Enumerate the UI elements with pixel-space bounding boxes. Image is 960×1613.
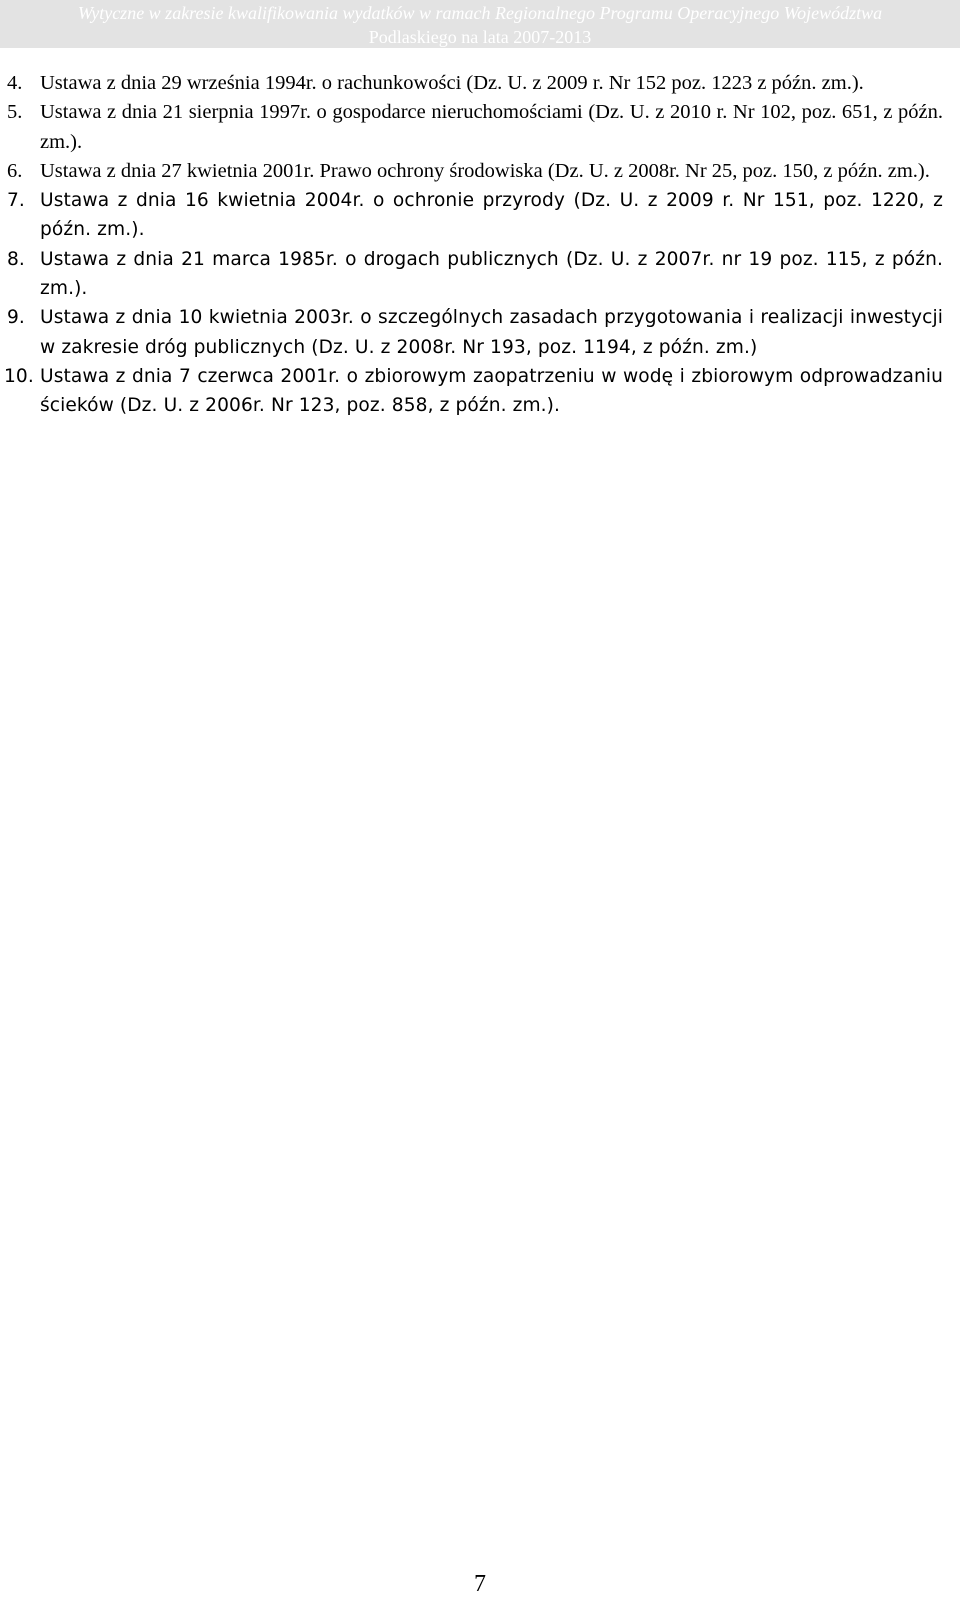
list-item	[0, 186, 943, 245]
list-item-number: 4.	[7, 72, 23, 94]
list-item	[0, 69, 943, 98]
list-item-number: 8.	[7, 248, 25, 270]
list-item-text: Ustawa z dnia 27 kwietnia 2001r. Prawo ochrony środowiska (Dz. U. z 2008r. Nr 25, poz. 150, z późn. zm.).	[40, 159, 930, 182]
header-title-line-1: Wytyczne w zakresie kwalifikowania wydatków w ramach Regionalnego Programu Operacyjnego Województwa	[77, 3, 883, 23]
list-item-text: Ustawa z dnia 21 sierpnia 1997r. o gospodarce nieruchomościami (Dz. U. z 2010 r. Nr 102, poz. 651, z późn. zm.).	[40, 101, 943, 153]
list-item	[0, 303, 943, 362]
page-header	[0, 0, 960, 48]
list-item	[0, 157, 943, 186]
list-item-text: Ustawa z dnia 16 kwietnia 2004r. o ochronie przyrody (Dz. U. z 2009 r. Nr 151, poz. 1220, z późn. zm.).	[40, 190, 943, 241]
list-item-text: Ustawa z dnia 10 kwietnia 2003r. o szczególnych zasadach przygotowania i realizacji inwestycji w zakresie dróg publicznych (Dz. U. z 2008r. Nr 193, poz. 1194, z późn. zm.)	[40, 307, 943, 358]
list-item-number: 7.	[7, 190, 25, 212]
list-item-number: 6.	[7, 159, 23, 182]
list-item-text: Ustawa z dnia 21 marca 1985r. o drogach publicznych (Dz. U. z 2007r. nr 19 poz. 115, z późn. zm.).	[40, 248, 943, 300]
list-item	[0, 245, 943, 304]
list-item	[0, 98, 943, 157]
list-item	[0, 362, 943, 421]
list-item-number: 10.	[4, 365, 34, 387]
legal-acts-list	[0, 69, 960, 421]
page-number: 7	[474, 1571, 486, 1597]
list-item-number: 5.	[7, 101, 23, 124]
list-item-number: 9.	[7, 307, 25, 329]
list-item-text: Ustawa z dnia 29 września 1994r. o rachunkowości (Dz. U. z 2009 r. Nr 152 poz. 1223 z późn. zm.).	[40, 72, 864, 94]
header-title-line-2: Podlaskiego na lata 2007-2013	[368, 27, 592, 47]
list-item-text: Ustawa z dnia 7 czerwca 2001r. o zbiorowym zaopatrzeniu w wodę i zbiorowym odprowadzaniu ścieków (Dz. U. z 2006r. Nr 123, poz. 858, z późn. zm.).	[40, 365, 943, 417]
